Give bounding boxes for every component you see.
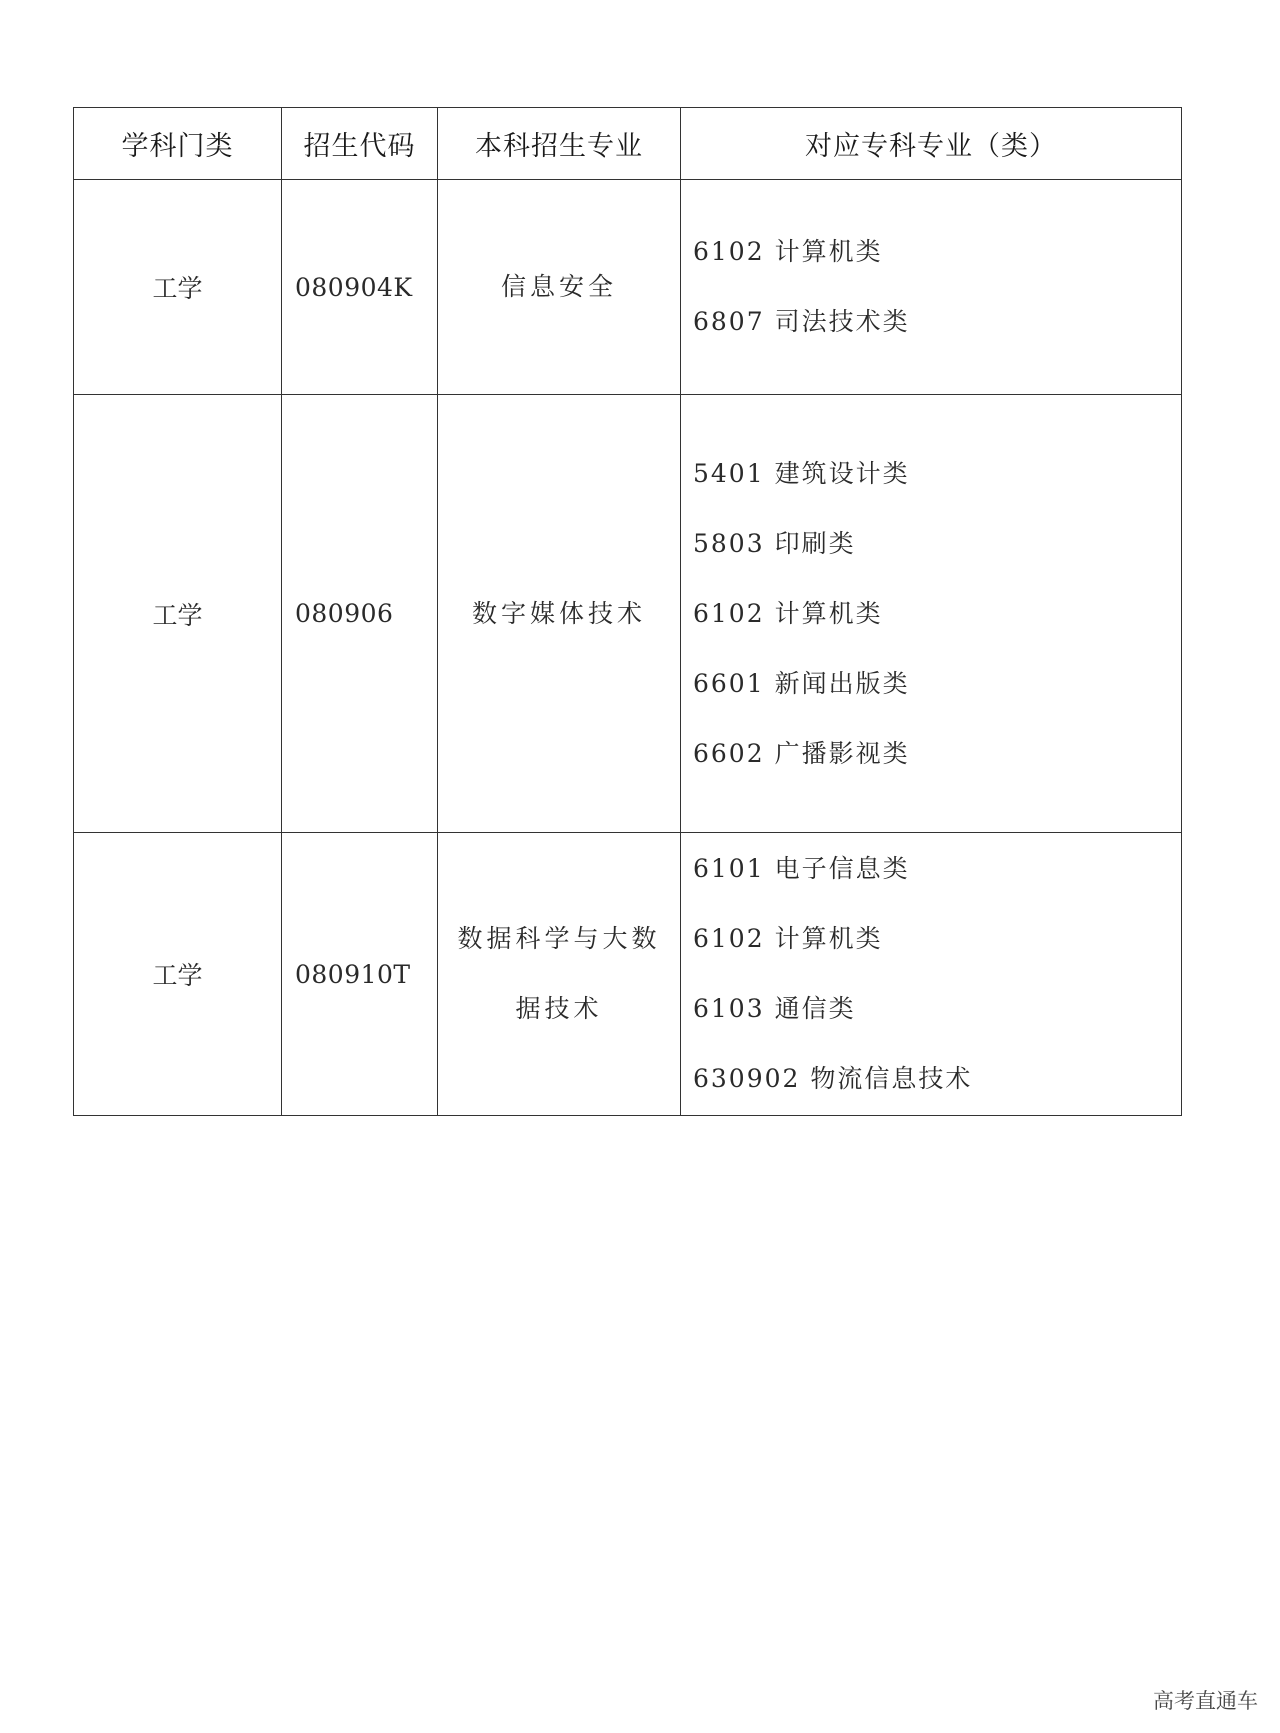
related-item: 6807 司法技术类 — [693, 307, 910, 336]
header-code: 招生代码 — [282, 108, 438, 180]
related-item: 6101 电子信息类 — [693, 854, 910, 883]
header-major: 本科招生专业 — [438, 108, 681, 180]
related-item: 6602 广播影视类 — [693, 738, 910, 768]
major-name: 数据科学与大数 — [457, 924, 661, 953]
cell-category: 工学 — [74, 833, 282, 1116]
related-item: 5401 建筑设计类 — [693, 458, 910, 488]
table-row — [74, 180, 1182, 395]
related-item: 6102 计算机类 — [693, 924, 883, 953]
majors-table-container — [73, 107, 1181, 1116]
table-row — [74, 833, 1182, 1116]
header-related: 对应专科专业（类） — [681, 108, 1182, 180]
cell-related — [681, 180, 1182, 395]
table-header-row — [74, 108, 1182, 180]
cell-related — [681, 833, 1182, 1116]
header-category: 学科门类 — [74, 108, 282, 180]
cell-major — [438, 833, 681, 1116]
table-row — [74, 395, 1182, 833]
major-name: 信息安全 — [500, 272, 617, 301]
cell-related — [681, 395, 1182, 833]
related-item: 6102 计算机类 — [693, 237, 883, 266]
watermark-text: 高考直通车 — [1153, 1689, 1258, 1713]
cell-major — [438, 180, 681, 395]
major-name: 数字媒体技术 — [471, 598, 646, 628]
majors-table — [73, 107, 1182, 1116]
cell-major — [438, 395, 681, 833]
cell-code: 080906 — [282, 395, 438, 833]
cell-code: 080904K — [282, 180, 438, 395]
related-item: 6601 新闻出版类 — [693, 668, 910, 698]
related-item: 6103 通信类 — [693, 994, 856, 1023]
related-item: 630902 物流信息技术 — [693, 1064, 973, 1093]
related-item: 5803 印刷类 — [693, 528, 856, 558]
cell-category: 工学 — [74, 395, 282, 833]
cell-category: 工学 — [74, 180, 282, 395]
cell-code: 080910T — [282, 833, 438, 1116]
major-name-line2: 据技术 — [515, 994, 603, 1023]
related-item: 6102 计算机类 — [693, 598, 883, 628]
